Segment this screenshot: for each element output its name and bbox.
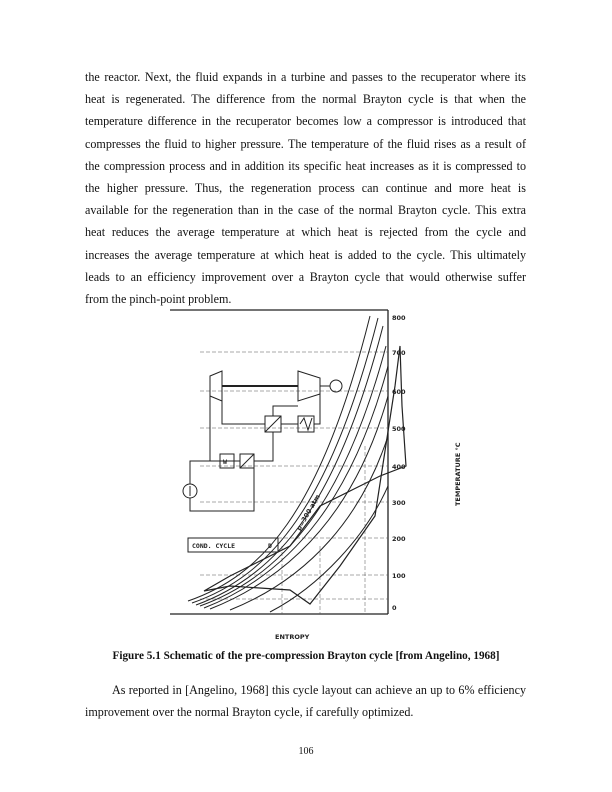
y-tick-300: 300: [392, 499, 406, 507]
isobar-label: p=300 atm: [294, 493, 322, 532]
cond-cycle-symbol: D: [268, 542, 272, 550]
y-tick-0: 0: [392, 604, 397, 612]
y-tick-500: 500: [392, 425, 406, 433]
figure-caption: Figure 5.1 Schematic of the pre-compression Brayton cycle [from Angelino, 1968]: [112, 650, 500, 662]
figure-schematic: [170, 306, 470, 646]
generator-icon: [330, 380, 342, 392]
y-tick-600: 600: [392, 388, 406, 396]
y-tick-100: 100: [392, 572, 406, 580]
text-line: from the pinch-point problem.: [85, 292, 232, 307]
y-tick-200: 200: [392, 535, 406, 543]
page-number: 106: [298, 746, 314, 757]
turbine-icon: [298, 371, 320, 401]
y-axis-label: TEMPERATURE °C: [454, 442, 462, 506]
text-line: improvement over the normal Brayton cycle, if carefully optimized.: [85, 705, 414, 720]
x-axis-label: ENTROPY: [275, 633, 310, 641]
text-line: leads to an efficiency improvement over a Brayton cycle that would otherwise suffer: [85, 269, 526, 284]
text-line: temperature difference in the recuperator becomes low a compressor is introduced that: [85, 114, 526, 129]
text-line: the reactor. Next, the fluid expands in a turbine and passes to the recuperator where its: [85, 70, 526, 84]
text-line: the higher pressure. Thus, the regeneration process can continue and more heat is: [85, 181, 526, 196]
compressor-icon: [210, 371, 222, 401]
y-tick-800: 800: [392, 314, 406, 322]
text-line: available for the regeneration than in the case of the normal Brayton cycle. This extra: [85, 203, 526, 218]
body-paragraph-1: [85, 66, 526, 310]
body-paragraph-2: [85, 679, 526, 723]
text-line: increases the average temperature at which heat is added to the cycle. This ultimately: [85, 247, 526, 262]
text-line: As reported in [Angelino, 1968] this cycle layout can achieve an up to 6% efficiency: [112, 683, 526, 697]
cycle-schematic: [183, 371, 342, 552]
text-line: compresses the fluid to higher pressure. The temperature of the fluid rises as a result of: [85, 136, 526, 151]
text-line: heat reduces the average temperature at which heat is rejected from the cycle and: [85, 225, 526, 240]
text-line: the compression process and in addition its specific heat increases as it is compressed to: [85, 158, 526, 173]
cond-cycle-label: COND. CYCLE: [192, 542, 236, 550]
y-tick-400: 400: [392, 463, 406, 471]
text-line: heat is regenerated. The difference from the normal Brayton cycle is that when the: [85, 92, 526, 107]
ts-diagram-chart: [170, 306, 470, 646]
svg-text:W: W: [223, 458, 227, 466]
y-tick-700: 700: [392, 349, 406, 357]
